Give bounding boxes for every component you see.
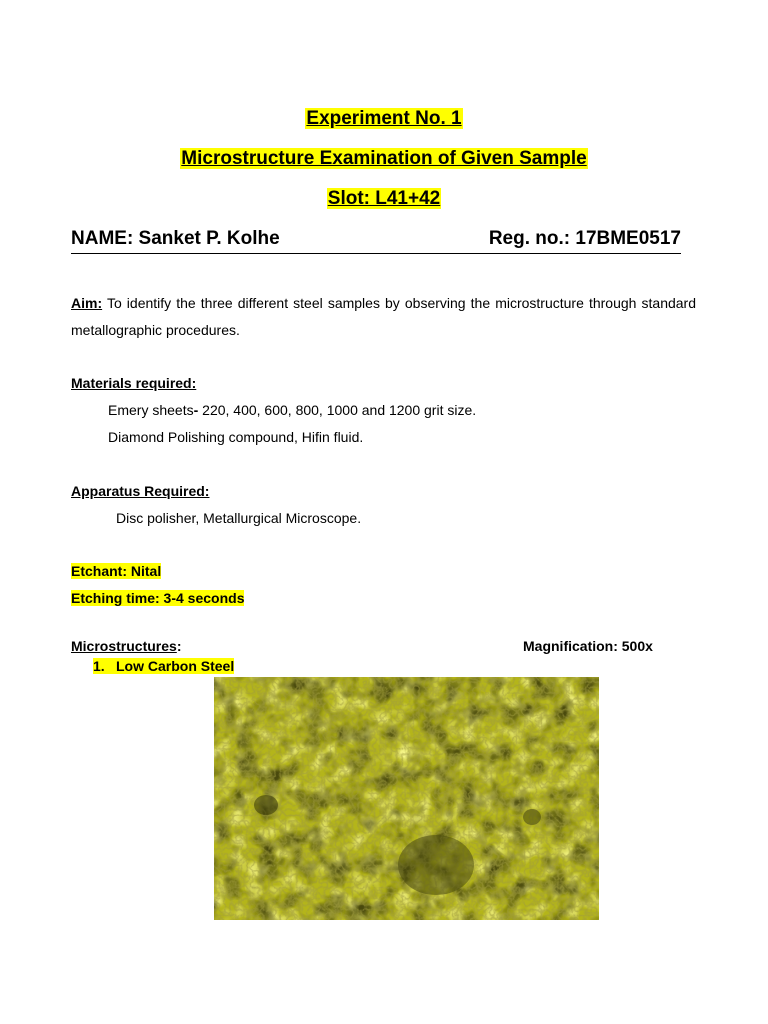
micrograph-texture — [214, 677, 599, 920]
etchant-label: Etchant: Nital — [71, 563, 162, 579]
apparatus-item: Disc polisher, Metallurgical Microscope. — [116, 510, 362, 526]
materials-heading: Materials required: — [71, 375, 197, 391]
aim-text: To identify the three different steel samples by observing the microstructure through standard metallographic procedures. — [71, 295, 696, 338]
student-name: NAME: Sanket P. Kolhe — [71, 228, 280, 249]
materials-item-polishing: Diamond Polishing compound, Hifin fluid. — [108, 429, 364, 445]
slot-label: Slot: L41+42 — [327, 188, 441, 209]
magnification-label: Magnification: 500x — [523, 638, 653, 654]
microstructures-heading: Microstructures: — [71, 638, 182, 654]
aim-paragraph — [71, 290, 696, 344]
materials-item-emery: Emery sheets- 220, 400, 600, 800, 1000 and 1200 grit size. — [108, 402, 477, 418]
registration-number: Reg. no.: 17BME0517 — [488, 228, 681, 249]
sample-item-low-carbon-steel: 1. Low Carbon Steel — [93, 658, 235, 674]
apparatus-heading: Apparatus Required: — [71, 483, 210, 499]
micrograph-image — [214, 677, 599, 920]
student-info-row — [71, 227, 681, 254]
experiment-title: Microstructure Examination of Given Sample — [181, 148, 587, 169]
etching-time-label: Etching time: 3-4 seconds — [71, 590, 245, 606]
aim-label: Aim: — [71, 295, 103, 311]
experiment-number: Experiment No. 1 — [306, 108, 462, 129]
